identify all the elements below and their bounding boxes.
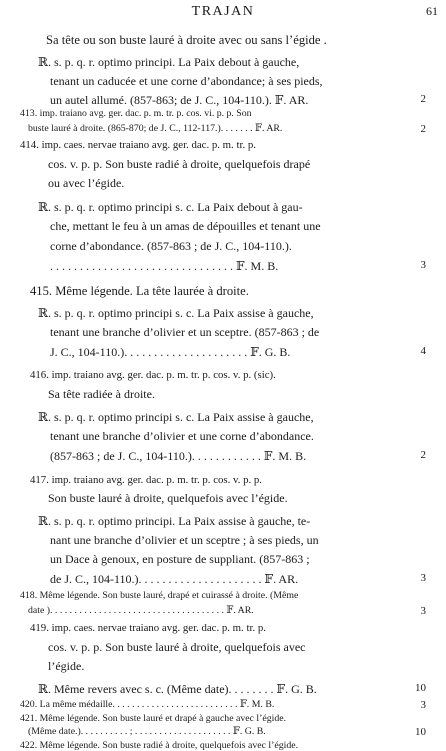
text-line: date ). . . . . . . . . . . . . . . . . . . . . . . . . . . . . . . . . . . . 𝔽. AR. [28, 605, 254, 616]
text-line: nant une branche d’olivier et un sceptre ; à ses pieds, un [50, 533, 319, 547]
rarity-number: 3 [420, 259, 426, 271]
rarity-number: 10 [415, 726, 426, 738]
text-line: ℝ. s. p. q. r. optimo principi. La Paix assise à gauche, te- [38, 514, 311, 528]
page-header-title: TRAJAN [191, 4, 255, 19]
text-line: 418. Même légende. Son buste lauré, drapé et cuirassé à droite. (Même [20, 590, 299, 601]
rarity-number: 4 [420, 345, 426, 357]
text-line: 415. Même légende. La tête laurée à droite. [30, 284, 249, 298]
text-line: (857-863 ; de J. C., 104-110.). . . . . . . . . . . . 𝔽. M. B. [50, 449, 307, 463]
text-line: un autel allumé. (857-863; de J. C., 104-110.). 𝔽. AR. [50, 93, 309, 107]
text-line: Son buste lauré à droite, quelquefois avec l’égide. [48, 491, 288, 505]
text-line: tenant un caducée et une corne d’abondance; à ses pieds, [50, 74, 323, 88]
rarity-number: 10 [415, 682, 426, 694]
text-line: ℝ. Même revers avec s. c. (Même date). . . . . . . . 𝔽. G. B. [38, 682, 317, 696]
rarity-number: 2 [420, 123, 426, 135]
text-line: 422. Même légende. Son buste radié à droite, quelquefois avec l’égide. [20, 740, 299, 751]
text-line: Sa tête ou son buste lauré à droite avec ou sans l’égide . [46, 33, 327, 47]
text-line: corne d’abondance. (857-863 ; de J. C., 104-110.). [50, 239, 292, 253]
text-line: cos. v. p. p. Son buste lauré à droite, quelquefois avec [48, 640, 306, 654]
page-number: 61 [426, 4, 438, 18]
text-line: ou avec l’égide. [48, 176, 125, 190]
text-line: ℝ. s. p. q. r. optimo principi s. c. La Paix assise à gauche, [38, 410, 314, 424]
text-line: cos. v. p. p. Son buste radié à droite, quelquefois drapé [48, 157, 311, 171]
text-line: J. C., 104-110.). . . . . . . . . . . . . . . . . . . . . 𝔽. G. B. [50, 345, 291, 359]
text-line: 417. imp. traiano avg. ger. dac. p. m. tr. p. cos. v. p. p. [30, 474, 262, 486]
text-line: tenant une branche d’olivier et un sceptre. (857-863 ; de [50, 325, 320, 339]
rarity-number: 3 [420, 699, 426, 711]
text-line: 413. imp. traiano avg. ger. dac. p. m. tr. p. cos. vi. p. p. Son [20, 108, 252, 119]
text-line: Sa tête radiée à droite. [48, 387, 155, 401]
rarity-number: 3 [420, 572, 426, 584]
text-line: 414. imp. caes. nervae traiano avg. ger. dac. p. m. tr. p. [20, 139, 256, 151]
rarity-number: 2 [420, 449, 426, 461]
rarity-number: 3 [420, 605, 426, 617]
text-line: 419. imp. caes. nervae traiano avg. ger. dac. p. m. tr. p. [30, 622, 266, 634]
text-line: buste lauré à droite. (865-870; de J. C., 112-117.). . . . . . . 𝔽. AR. [28, 123, 283, 134]
text-line: che, mettant le feu à un amas de dépouilles et tenant une [50, 219, 321, 233]
text-line: . . . . . . . . . . . . . . . . . . . . . . . . . . . . . . . 𝔽. M. B. [50, 259, 279, 273]
text-line: ℝ. s. p. q. r. optimo principi s. c. La Paix debout à gau- [38, 200, 303, 214]
rarity-number: 2 [420, 93, 426, 105]
text-line: ℝ. s. p. q. r. optimo principi. La Paix debout à gauche, [38, 55, 300, 69]
text-line: ℝ. s. p. q. r. optimo principi s. c. La Paix assise à gauche, [38, 306, 314, 320]
text-line: 421. Même légende. Son buste lauré et drapé à gauche avec l’égide. [20, 713, 287, 724]
text-line: tenant une branche d’olivier et une corne d’abondance. [50, 429, 314, 443]
text-line: 420. La même médaille. . . . . . . . . . . . . . . . . . . . . . . . . . 𝔽. M. B. [20, 699, 275, 710]
text-line: de J. C., 104-110.). . . . . . . . . . . . . . . . . . . . . 𝔽. AR. [50, 572, 299, 586]
text-line: l’égide. [48, 659, 85, 673]
text-line: 416. imp. traiano avg. ger. dac. p. m. tr. p. cos. v. p. (sic). [30, 369, 276, 381]
text-line: un Dace à genoux, en posture de suppliant. (857-863 ; [50, 552, 310, 566]
text-line: (Même date.). . . . . . . . . . ; . . . . . . . . . . . . . . . . . . . . 𝔽. G. B. [28, 726, 266, 737]
